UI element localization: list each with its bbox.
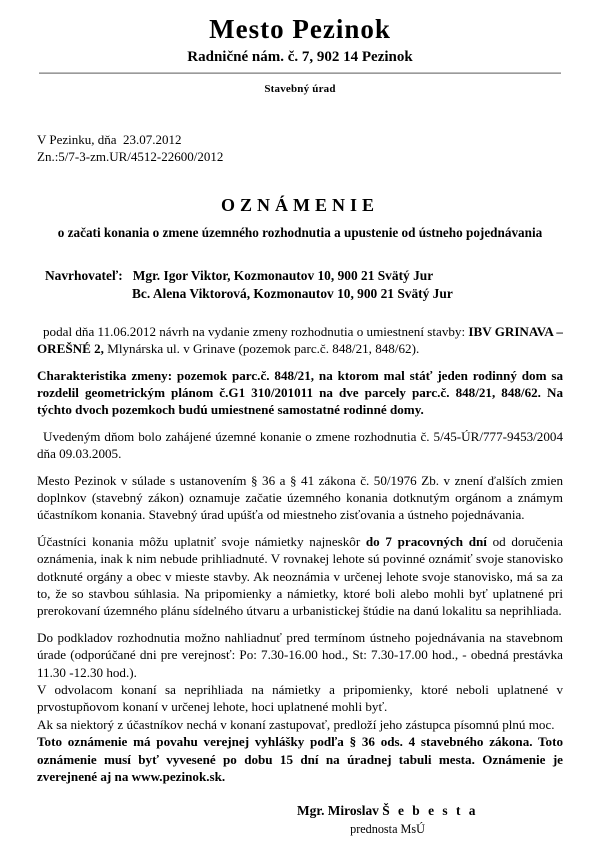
proposal-text-before: podal dňa 11.06.2012 návrh na vydanie zmeny rozhodnutia o umiestnení stavby:	[43, 323, 469, 339]
objections-text-before: Účastníci konania môžu uplatniť svoje námietky najneskôr	[37, 533, 366, 549]
objection-deadline: do 7 pracovných dní	[365, 533, 487, 549]
paragraph-legal-basis: Mesto Pezinok v súlade s ustanovením § 36 a § 41 zákona č. 50/1976 Zb. v znení ďalších zmien doplnkov (stavebný zákon) oznamuje začatie územného konania dotknutým orgánom a známym účastníkom konania. Stavebný úrad upúšťa od miestneho zisťovania a ústneho pojednávania.	[37, 472, 563, 523]
project-name: IBV GRINAVA – OREŠNÉ 2,	[37, 323, 563, 357]
document-title: OZNÁMENIE	[220, 194, 379, 215]
paragraph-representation: Ak sa niektorý z účastníkov nechá v konaní zastupovať, predloží jeho zástupca písomnú plnú moc.	[37, 716, 555, 732]
header-divider	[39, 72, 561, 74]
signatory-surname: Š e b e s t a	[382, 803, 478, 818]
paragraph-office-hours: Do podkladov rozhodnutia možno nahliadnuť pred termínom ústneho pojednávania na stavebnom úrade (odporúčané dni pre verejnosť: Po: 7.30-16.00 hod., St: 7.30-17.00 hod., - obedná prestávka 11.30 -12.30 hod.).	[37, 629, 563, 680]
place-and-date: V Pezinku, dňa 23.07.2012	[37, 132, 182, 148]
paragraph-characteristics: Charakteristika zmeny: pozemok parc.č. 848/21, na ktorom mal stáť jeden rodinný dom sa rozdelil geometrickým plánom č.G1 310/201011 na dve parcely parc.č. 848/21, 848/62. Na týchto dvoch pozemkoch budú umiestnené samostatné rodinné domy.	[37, 367, 563, 418]
reference-block	[37, 131, 563, 165]
applicant-name-1: Mgr. Igor Viktor, Kozmonautov 10, 900 21 Svätý Jur	[132, 267, 434, 283]
paragraph-objections	[37, 533, 563, 620]
applicant-label: Navrhovateľ:	[45, 267, 123, 283]
signatory-name	[175, 803, 600, 819]
applicant-line-2	[37, 285, 563, 303]
organization-name: Mesto Pezinok	[209, 14, 391, 44]
signatory-role: prednosta MsÚ	[350, 822, 425, 836]
objections-text-after: od doručenia oznámenia, inak k nim nebude prihliadnuté. V rovnakej lehote sú povinné oznámiť svoje stanovisko dotknuté orgány a obec v mieste stavby. Ak neoznámia v určenej lehote svoje stanovisko, má sa za to, že so stavbou súhlasia. Na pripomienky a námietky, ktoré boli alebo mohli byť uplatnené pri prerokovaní územného plánu sídelného útvaru a urbanistickej štúdie na danú lokalitu sa neprihliada.	[37, 533, 563, 619]
proposal-text-after: Mlynárska ul. v Grinave (pozemok parc.č. 848/21, 848/62).	[103, 341, 420, 357]
document-body	[37, 323, 563, 786]
applicant-name-2: Bc. Alena Viktorová, Kozmonautov 10, 900 21 Svätý Jur	[132, 285, 453, 301]
letterhead	[37, 0, 563, 95]
signature-block	[0, 803, 600, 837]
applicant-block	[37, 267, 563, 303]
department-name: Stavebný úrad	[264, 83, 336, 96]
paragraph-proceeding-start: Uvedeným dňom bolo zahájené územné konanie o zmene rozhodnutia č. 5/45-ÚR/777-9453/2004 dňa 09.03.2005.	[37, 428, 563, 462]
organization-address: Radničné nám. č. 7, 902 14 Pezinok	[187, 49, 413, 66]
paragraph-appeal: V odvolacom konaní sa neprihliada na námietky a pripomienky, ktoré neboli uplatnené v prvostupňovom konaní v určenej lehote, hoci uplatnené mohli byť.	[37, 682, 563, 715]
paragraph-proposal	[37, 323, 563, 358]
signatory-given-name: Mgr. Miroslav	[297, 803, 383, 818]
applicant-line-1	[37, 267, 563, 285]
document-subtitle: o začati konania o zmene územného rozhodnutia a upustenie od ústneho pojednávania	[57, 224, 543, 240]
file-number: Zn.:5/7-3-zm.UR/4512-22600/2012	[37, 149, 224, 165]
paragraph-public-notice: Toto oznámenie má povahu verejnej vyhlášky podľa § 36 ods. 4 stavebného zákona. Toto oznámenie musí byť vyvesené po dobu 15 dní na úradnej tabuli mesta. Oznámenie je zverejnené aj na www.pezinok.sk.	[37, 734, 563, 785]
